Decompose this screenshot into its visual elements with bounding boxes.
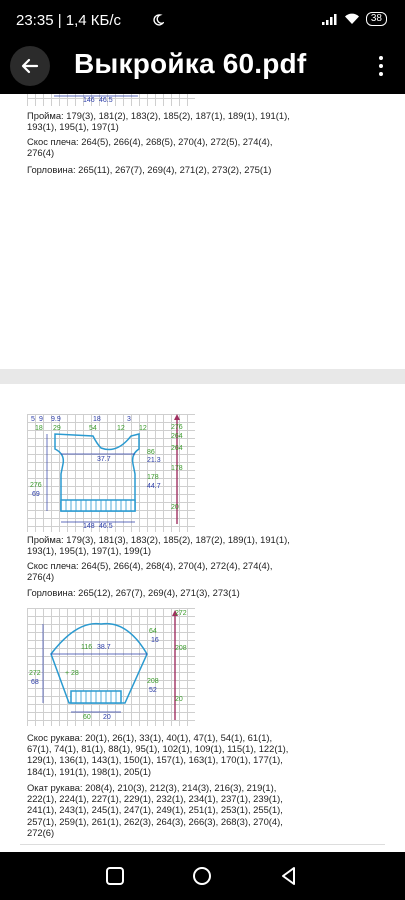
diagram-label: 12 [117, 425, 125, 432]
diagram-label: 18 [35, 425, 43, 432]
back-button[interactable] [10, 46, 50, 86]
diagram-label: 29 [53, 425, 61, 432]
diagram-label: 116 [81, 644, 93, 651]
app-bar [0, 38, 405, 94]
diagram-label: 37.7 [97, 456, 111, 463]
diagram-label: 52 [149, 687, 157, 694]
moon-icon [152, 14, 164, 26]
pdf-viewer[interactable] [0, 94, 405, 852]
shoulder-slope-instructions: Скос плеча: 264(5), 266(4), 268(5), 270(4), 272(5), 274(4), 276(4) [27, 136, 273, 159]
pdf-page-1 [0, 94, 405, 369]
diagram-label: 178 [171, 465, 183, 472]
diagram-label: 54 [89, 425, 97, 432]
diagram-label: 148 [83, 523, 95, 530]
diagram-label: 38.7 [97, 644, 111, 651]
diagram-label: 60 [83, 714, 91, 721]
diagram-label: 5 [31, 416, 35, 423]
signal-icon [322, 13, 338, 25]
diagram-label: 12 [139, 425, 147, 432]
diagram-label: 264 [171, 433, 183, 440]
diagram-label: 264 [171, 445, 183, 452]
battery-icon: 38 [366, 12, 387, 26]
diagram-label: 178 [147, 474, 159, 481]
diagram-label: 64 [149, 628, 157, 635]
status-bar [0, 0, 405, 38]
diagram-label: 46.5 [99, 97, 113, 104]
armhole-instructions: Пройма: 179(3), 181(3), 183(2), 185(2), 187(2), 189(1), 191(1), 193(1), 195(1), 197(1), 199(1) [27, 534, 290, 557]
diagram-label: 68 [31, 679, 39, 686]
recents-square-icon[interactable] [103, 864, 127, 888]
diagram-label: 146 [83, 97, 95, 104]
home-circle-icon[interactable] [190, 864, 214, 888]
diagram-label: 21.3 [147, 457, 161, 464]
back-triangle-icon[interactable] [277, 864, 301, 888]
diagram-label: 20 [103, 714, 111, 721]
more-options-button[interactable] [369, 50, 393, 82]
diagram-label: 272 [175, 610, 187, 617]
diagram-label: 20 [175, 696, 183, 703]
back-pattern-diagram [27, 94, 195, 106]
page-divider [20, 844, 385, 845]
shoulder-slope-instructions: Скос плеча: 264(5), 266(4), 268(4), 270(4), 272(4), 274(4), 276(4) [27, 560, 273, 583]
diagram-label: 276 [30, 482, 42, 489]
diagram-label: 272 [29, 670, 41, 677]
diagram-label: 86 [147, 449, 155, 456]
front-pattern-diagram [27, 414, 195, 532]
diagram-label: 44.7 [147, 483, 161, 490]
diagram-label: 276 [171, 424, 183, 431]
diagram-label: 16 [151, 637, 159, 644]
neckline-instructions: Горловина: 265(11), 267(7), 269(4), 271(2), 273(2), 275(1) [27, 164, 272, 175]
diagram-label: 208 [175, 645, 187, 652]
more-vertical-icon [379, 56, 383, 60]
diagram-label: 46.5 [99, 523, 113, 530]
diagram-label: 3 [127, 416, 131, 423]
diagram-label: + 28 [65, 670, 79, 677]
diagram-label: 20 [171, 504, 179, 511]
sleeve-pattern-diagram [27, 608, 195, 726]
diagram-label: 9 [39, 416, 43, 423]
status-icons [322, 12, 387, 26]
wifi-icon [344, 13, 360, 25]
document-title: Выкройка 60.pdf [74, 48, 307, 79]
pdf-page-2 [0, 384, 405, 852]
sleeve-slope-instructions: Скос рукава: 20(1), 26(1), 33(1), 40(1), 47(1), 54(1), 61(1), 67(1), 74(1), 81(1), 88(1), 95(1), 102(1), 109(1), 115(1), 122(1), 129(1), 136(1), 143(1), 150(1), 157(1), 163(1), 170(1), 177(1), 184(1), 191(1), 198(1), 205(1) [27, 732, 289, 777]
diagram-label: 18 [93, 416, 101, 423]
neckline-instructions: Горловина: 265(12), 267(7), 269(4), 271(3), 273(1) [27, 587, 240, 598]
system-nav-bar [0, 852, 405, 900]
arrow-left-icon [21, 57, 39, 75]
status-time: 23:35 | 1,4 КБ/с [16, 12, 122, 29]
armhole-instructions: Пройма: 179(3), 181(2), 183(2), 185(2), 187(1), 189(1), 191(1), 193(1), 195(1), 197(1) [27, 110, 290, 133]
diagram-label: 208 [147, 678, 159, 685]
diagram-label: 9.9 [51, 416, 61, 423]
sleeve-cap-instructions: Окат рукава: 208(4), 210(3), 212(3), 214(3), 216(3), 219(1), 222(1), 224(1), 227(1), 229(1), 232(1), 234(1), 237(1), 239(1), 241(1), 243(1), 245(1), 247(1), 249(1), 251(1), 253(1), 255(1), 257(1), 259(1), 261(1), 262(3), 264(3), 266(3), 268(3), 270(4), 272(6) [27, 782, 283, 838]
diagram-label: 69 [32, 491, 40, 498]
